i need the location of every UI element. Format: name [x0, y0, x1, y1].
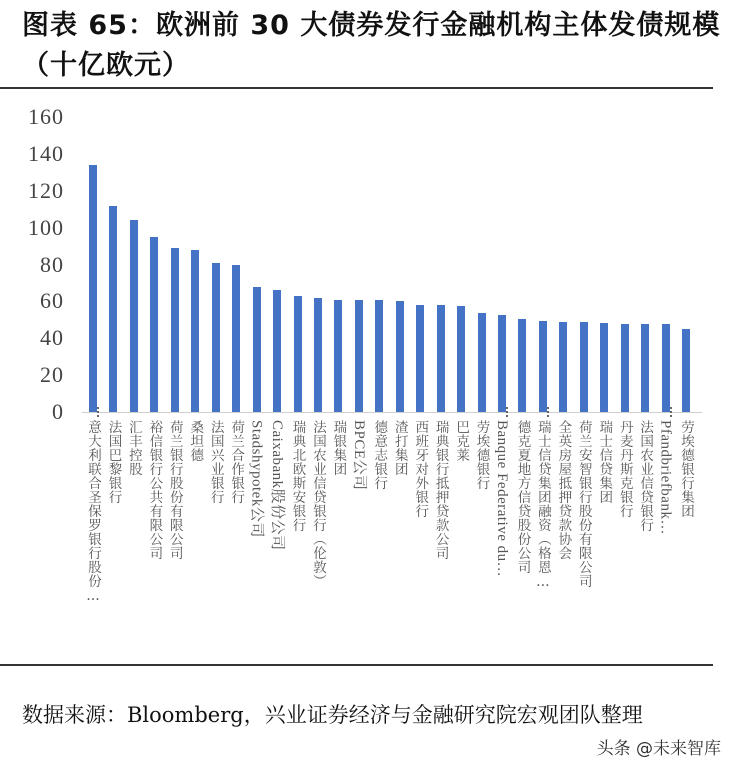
x-category-label: 瑞士信贷集团融资（格恩…	[534, 420, 551, 591]
y-tick-label: 120	[28, 177, 64, 203]
y-tick-label: 140	[28, 140, 64, 166]
x-category-label: 全英房屋抵押贷款协会	[555, 420, 572, 560]
bar	[191, 250, 199, 412]
bar	[498, 315, 506, 412]
bar	[662, 324, 670, 412]
bar	[539, 321, 547, 412]
x-category-label: 劳埃德银行	[473, 420, 490, 490]
bar	[130, 220, 138, 412]
x-category-label: 荷兰银行股份有限公司	[166, 420, 183, 560]
source-note: 数据来源：Bloomberg，兴业证券经济与金融研究院宏观团队整理	[22, 703, 643, 727]
x-category-label: 荷兰合作银行	[228, 420, 245, 504]
x-category-label: 瑞银集团	[330, 420, 347, 476]
y-tick-label: 0	[52, 399, 64, 424]
bar	[478, 313, 486, 412]
x-category-label: 法国巴黎银行	[105, 420, 122, 504]
bar	[212, 263, 220, 412]
y-tick-label: 160	[28, 104, 64, 129]
x-category-label: 瑞典北欧斯安银行	[289, 420, 306, 532]
bar	[273, 290, 281, 412]
bar	[334, 300, 342, 412]
bar	[396, 301, 404, 412]
x-category-label: 渣打集团	[391, 420, 408, 476]
bar	[355, 300, 363, 412]
bar	[437, 305, 445, 412]
truncation-marker	[97, 407, 101, 417]
x-category-label: 意大利联合圣保罗银行股份…	[85, 420, 101, 605]
bar	[518, 319, 526, 412]
bar	[457, 306, 465, 412]
top-rule	[0, 87, 713, 89]
bar	[314, 298, 322, 412]
x-category-label: 德克夏地方信贷股份公司	[514, 420, 531, 574]
x-category-label: Pfandbriefbank…	[657, 420, 674, 535]
y-tick-label: 40	[40, 325, 64, 351]
x-category-label: 巴克莱	[453, 420, 470, 462]
y-tick-label: 100	[28, 214, 64, 240]
bar	[294, 296, 302, 412]
x-category-label: 法国兴业银行	[207, 420, 224, 504]
bar	[375, 300, 383, 412]
x-category-label: 法国农业信贷银行	[637, 420, 654, 532]
bar	[171, 248, 179, 412]
y-tick-label: 80	[40, 251, 64, 277]
bottom-rule	[0, 664, 713, 666]
x-category-label: Stadshypotek公司	[248, 420, 265, 538]
bar	[559, 322, 567, 412]
x-category-label: 西班牙对外银行	[412, 420, 429, 518]
y-tick-label: 60	[40, 288, 64, 314]
bar	[253, 287, 261, 412]
bar	[580, 322, 588, 412]
x-category-label: 瑞士信贷集团	[596, 420, 613, 504]
bar	[416, 305, 424, 412]
x-category-label: 荷兰安智银行股份有限公司	[575, 420, 592, 588]
x-category-label: 瑞典银行抵押贷款公司	[432, 420, 449, 560]
x-axis-line	[82, 412, 702, 413]
y-tick-label: 20	[40, 362, 64, 388]
x-category-label: 桑坦德	[187, 420, 204, 462]
bar	[621, 324, 629, 413]
bar	[109, 206, 117, 413]
x-category-label: Banque Federative du…	[494, 420, 510, 578]
bar	[232, 265, 240, 413]
truncation-marker	[547, 407, 551, 417]
bar	[600, 323, 608, 412]
truncation-marker	[506, 407, 510, 417]
x-category-label: 裕信银行公共有限公司	[146, 420, 163, 560]
bar	[641, 324, 649, 412]
watermark: 头条 @未来智库	[596, 739, 721, 759]
x-category-label: 汇丰控股	[125, 420, 142, 476]
x-category-label: 法国农业信贷银行（伦敦）	[309, 420, 326, 588]
x-category-label: Caixabank股份公司	[269, 420, 286, 551]
truncation-marker	[670, 407, 674, 417]
x-category-label: 德意志银行	[371, 420, 388, 490]
bar	[150, 237, 158, 412]
x-category-label: BPCE公司	[350, 420, 367, 491]
bar	[682, 329, 690, 412]
chart-title: 图表 65：欧洲前 30 大债券发行金融机构主体发债规模（十亿欧元）	[22, 10, 721, 81]
bar	[89, 165, 97, 412]
x-category-label: 劳埃德银行集团	[678, 420, 695, 518]
x-category-label: 丹麦丹斯克银行	[616, 420, 633, 518]
